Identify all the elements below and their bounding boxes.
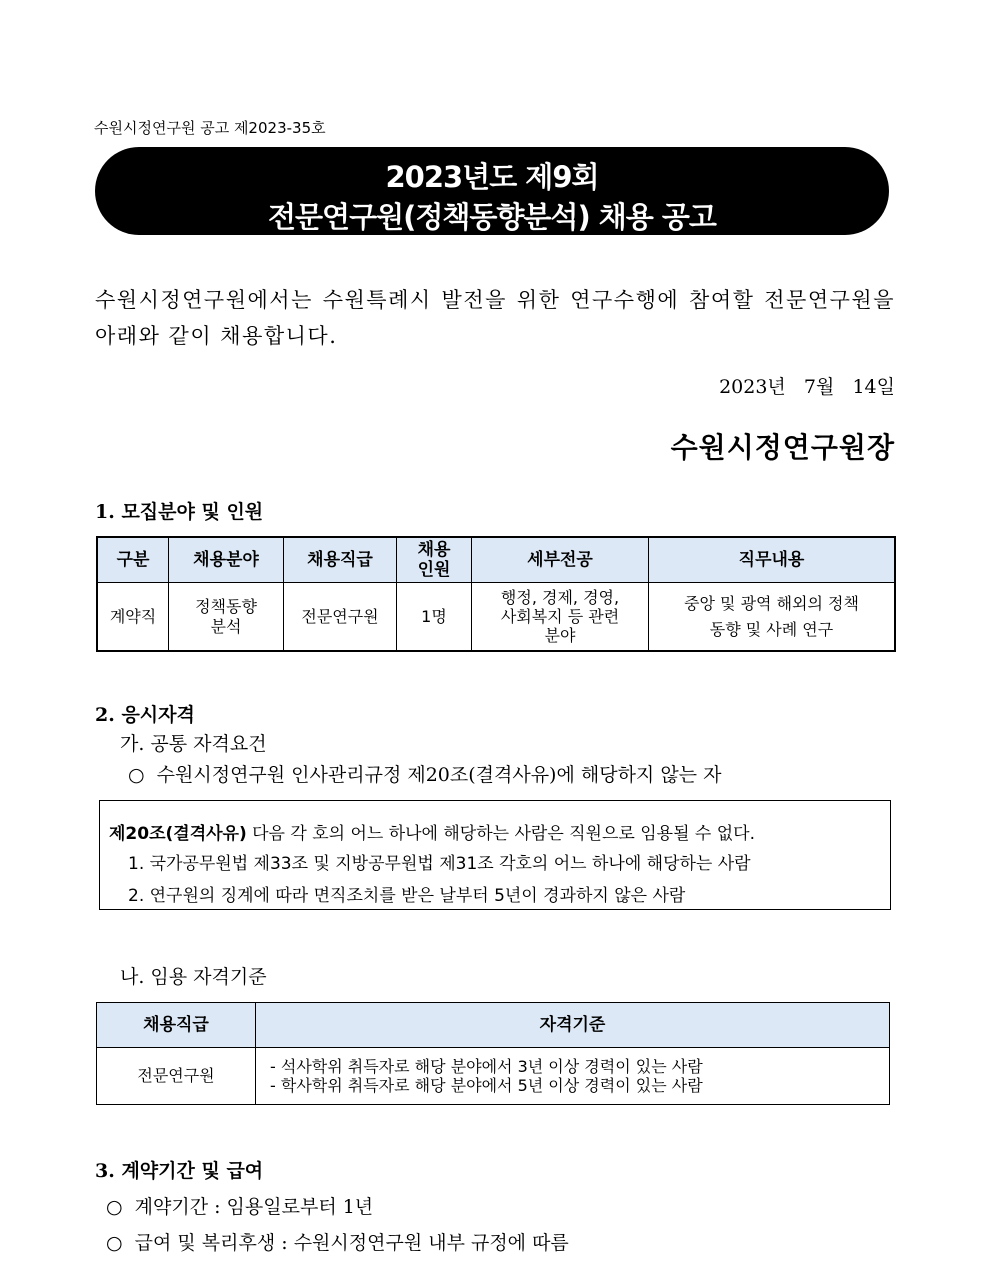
section3-heading: 3. 계약기간 및 급여 [95,1160,264,1182]
col-header: 직무내용 [649,537,896,583]
bullet-item: ○ 계약기간 : 임용일로부터 1년 [106,1196,374,1218]
bullet-item: ○ 수원시정연구원 인사관리규정 제20조(결격사유)에 해당하지 않는 자 [128,764,722,786]
col-header: 채용직급 [97,1003,256,1048]
table-row [97,1048,890,1105]
table-cell: 1명 [397,583,472,652]
table-cell: 전문연구원 [97,1048,256,1105]
rule-item: 1. 국가공무원법 제33조 및 지방공무원법 제31조 각호의 어느 하나에 해당하는 사람 [128,854,751,874]
table-header-row [97,1003,890,1048]
subsection-a-heading: 가. 공통 자격요건 [120,733,267,755]
title-banner [95,147,889,235]
col-header: 채용 인원 [397,537,472,583]
criteria-table [96,1002,890,1105]
table-cell: 전문연구원 [284,583,397,652]
table-row [97,583,895,652]
rule-title: 제20조(결격사유) [109,824,247,844]
col-header: 채용분야 [169,537,284,583]
subsection-b-heading: 나. 임용 자격기준 [120,966,267,988]
recruitment-table [96,536,896,652]
col-header: 자격기준 [256,1003,890,1048]
rule-box [99,800,891,910]
criteria-item: - 학사학위 취득자로 해당 분야에서 5년 이상 경력이 있는 사람 [270,1076,703,1095]
notice-number: 수원시정연구원 공고 제2023-35호 [94,119,326,137]
col-header: 채용직급 [284,537,397,583]
table-header-row [97,537,895,583]
section2-heading: 2. 응시자격 [95,704,195,726]
rule-heading [109,819,755,844]
col-header: 구분 [97,537,169,583]
table-cell: 행정, 경제, 경영, 사회복지 등 관련 분야 [472,583,649,652]
section1-heading: 1. 모집분야 및 인원 [95,501,264,523]
notice-date: 2023년 7월 14일 [719,376,895,398]
rule-item: 2. 연구원의 징계에 따라 면직조치를 받은 날부터 5년이 경과하지 않은 사람 [128,886,686,906]
criteria-cell [256,1048,890,1105]
title-line-1: 2023년도 제9회 [385,160,599,194]
table-cell: 정책동향 분석 [169,583,284,652]
rule-text: 다음 각 호의 어느 하나에 해당하는 사람은 직원으로 임용될 수 없다. [246,824,755,844]
table-cell: 중앙 및 광역 해외의 정책 동향 및 사례 연구 [649,583,896,652]
issuer: 수원시정연구원장 [670,431,895,464]
title-line-2: 전문연구원(정책동향분석) 채용 공고 [268,200,716,234]
intro-paragraph: 수원시정연구원에서는 수원특례시 발전을 위한 연구수행에 참여할 전문연구원을 아래와 같이 채용합니다. [95,288,895,348]
col-header: 세부전공 [472,537,649,583]
table-cell: 계약직 [97,583,169,652]
criteria-item: - 석사학위 취득자로 해당 분야에서 3년 이상 경력이 있는 사람 [270,1057,703,1076]
bullet-item: ○ 급여 및 복리후생 : 수원시정연구원 내부 규정에 따름 [106,1232,569,1254]
